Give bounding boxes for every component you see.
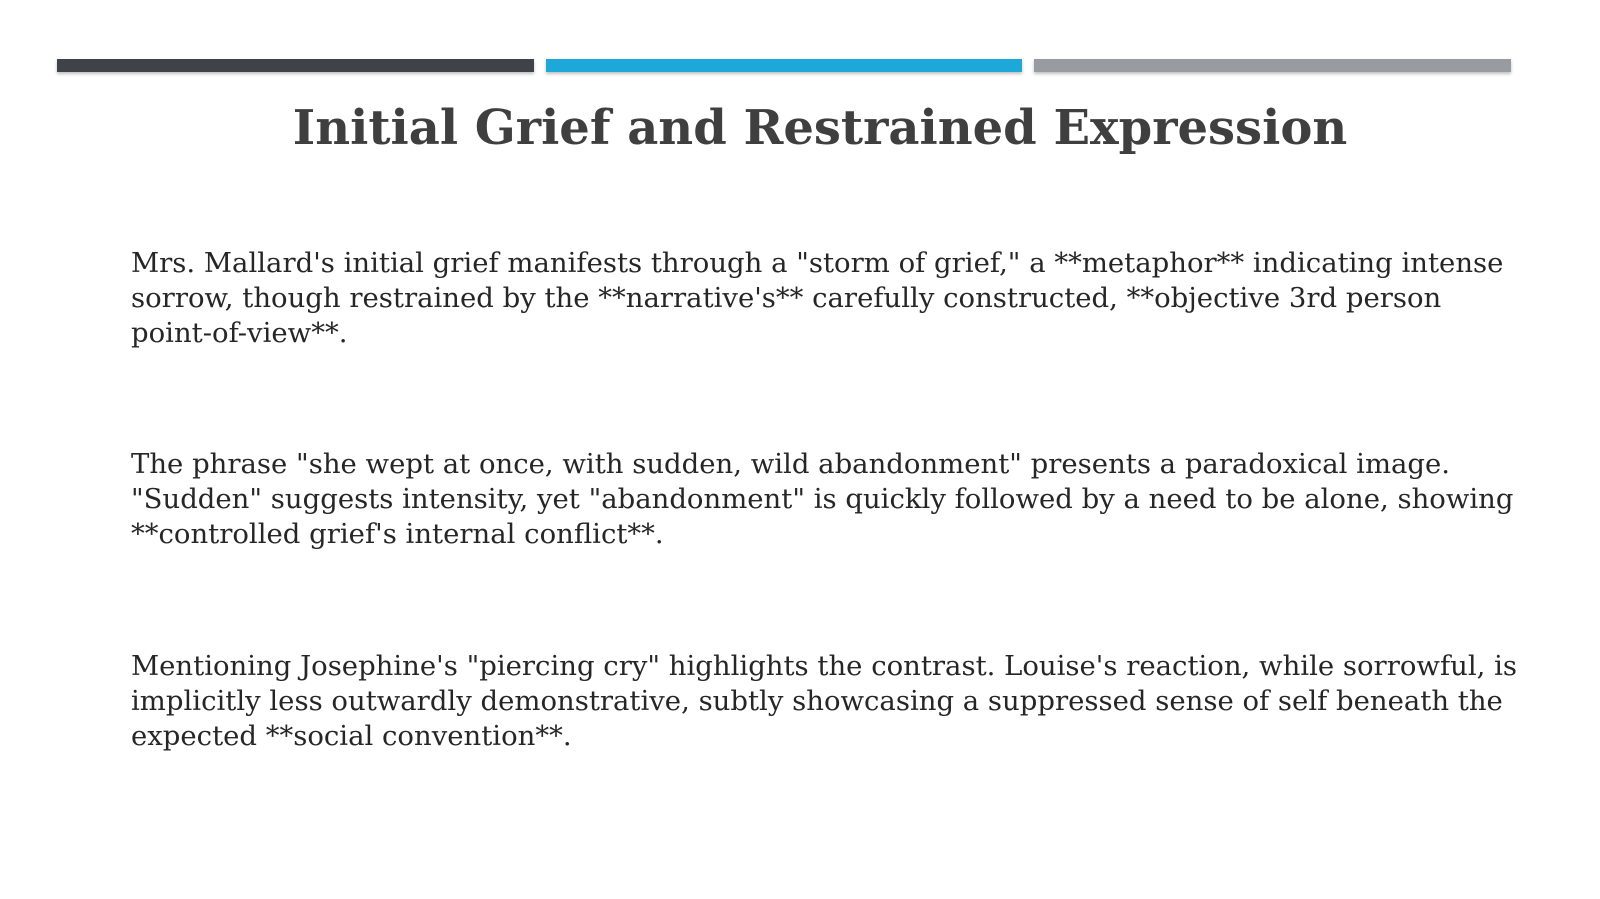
accent-bar-gray xyxy=(1034,59,1511,72)
accent-bar-blue xyxy=(546,59,1022,72)
body-paragraph: Mentioning Josephine's "piercing cry" highlights the contrast. Louise's reaction, while sorrowful, is implicitly less outwardly demonstrative, subtly showcasing a suppressed sense of self beneath the expected **social convention**. xyxy=(131,650,1518,752)
body-paragraph: The phrase "she wept at once, with sudden, wild abandonment" presents a paradoxical image. "Sudden" suggests intensity, yet "abandonment" is quickly followed by a need to be alone, showing **controlled grief's internal conflict**. xyxy=(131,448,1514,550)
slide-title: Initial Grief and Restrained Expression xyxy=(292,100,1348,156)
body-paragraph: Mrs. Mallard's initial grief manifests through a "storm of grief," a **metaphor** indicating intense sorrow, though restrained by the **narrative's** carefully constructed, **objective 3rd person point-of-view**. xyxy=(131,247,1504,349)
accent-bar-dark xyxy=(57,59,534,72)
